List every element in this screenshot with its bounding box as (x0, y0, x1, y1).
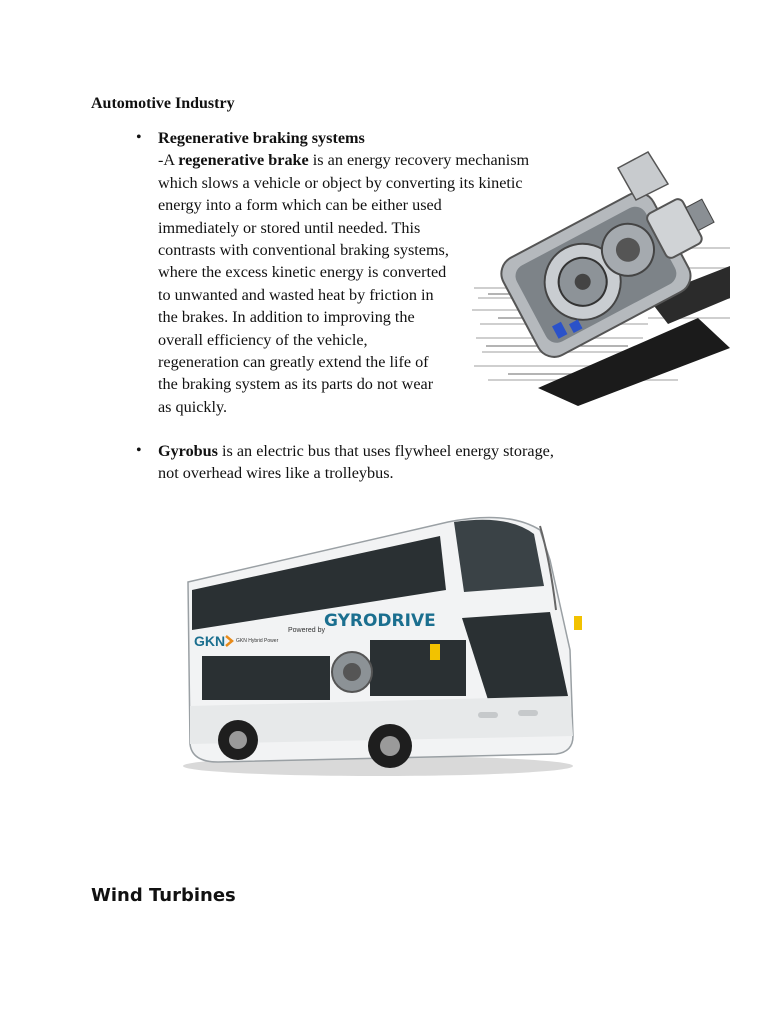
regen-line: energy into a form which can be either used (158, 196, 442, 215)
regen-line-0: -A regenerative brake is an energy recovery mechanism (158, 151, 530, 170)
regen-line: immediately or stored until needed. This (158, 218, 421, 237)
gyrobus-line-1: Gyrobus is an electric bus that uses flywheel energy storage, (158, 442, 554, 460)
section-title: Automotive Industry (91, 95, 235, 112)
regen-heading: Regenerative braking systems (158, 129, 365, 147)
regen-line: the brakes. In addition to improving the (158, 308, 415, 327)
flywheel-transmission-image (468, 148, 734, 406)
regen-line: contrasts with conventional braking systems, (158, 241, 449, 260)
regen-line: regeneration can greatly extend the life of (158, 353, 429, 372)
regen-term: regenerative brake (178, 151, 309, 170)
regen-line: the braking system as its parts do not wear (158, 375, 434, 394)
regen-line: overall efficiency of the vehicle, (158, 330, 368, 349)
powered-by-label: Powered by (288, 627, 325, 634)
wind-turbines-title: Wind Turbines (91, 885, 236, 906)
regen-line: as quickly. (158, 397, 228, 416)
double-decker-bus-image (178, 500, 592, 778)
regen-line: where the excess kinetic energy is converted (158, 263, 447, 282)
gyrobus-line-2: not overhead wires like a trolleybus. (158, 464, 394, 483)
bullet-marker: • (136, 129, 142, 146)
gkn-logo: GKN (194, 633, 226, 649)
regen-line: to unwanted and wasted heat by friction in (158, 285, 434, 304)
gyrodrive-logo: GYRODRIVE (324, 611, 436, 631)
gkn-sub-logo: GKN Hybrid Power (236, 638, 279, 644)
regen-line: which slows a vehicle or object by converting its kinetic (158, 173, 523, 192)
gyrobus-paragraph (158, 440, 554, 485)
gyrobus-term: Gyrobus (158, 442, 218, 460)
bullet-marker: • (136, 442, 142, 459)
